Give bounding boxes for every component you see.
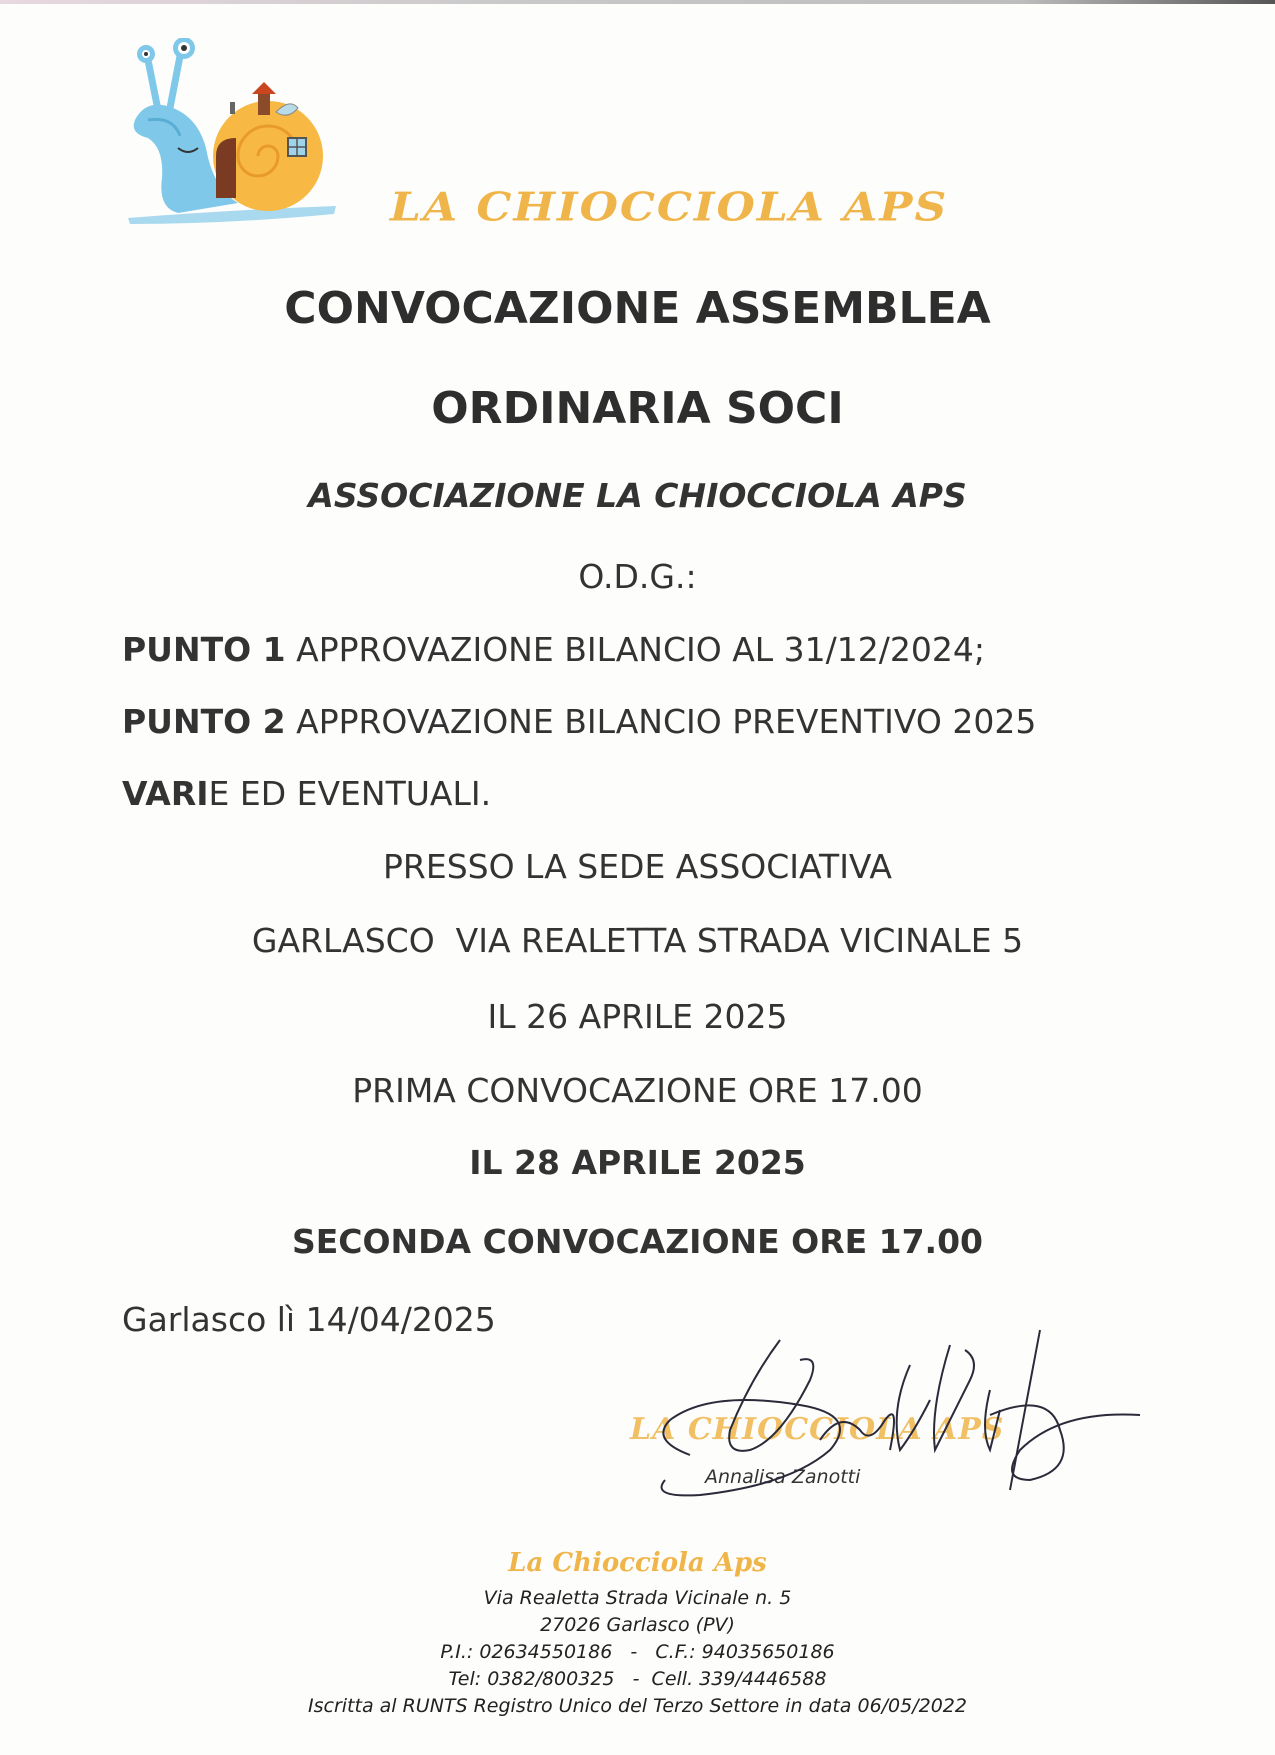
brand-name: LA CHIOCCIOLA APS [390,184,949,231]
footer-city: 27026 Garlasco (PV) [540,1614,735,1636]
agenda-item-label: VARI [122,774,209,813]
snail-house-icon [118,38,348,228]
document-subtitle: ORDINARIA SOCI [431,383,844,434]
signature-block [630,1320,1150,1520]
agenda-item-label: PUNTO 2 [122,702,286,741]
footer-brand: La Chiocciola Aps [508,1548,767,1578]
association-stamp: LA CHIOCCIOLA APS [630,1412,1005,1447]
agenda-item-3 [122,774,491,813]
signatory-name: Annalisa Zanotti [705,1466,861,1488]
agenda-item-text: APPROVAZIONE BILANCIO PREVENTIVO 2025 [285,702,1037,741]
document-title: CONVOCAZIONE ASSEMBLEA [284,283,991,334]
scan-top-edge [0,0,1275,4]
agenda-item-text: APPROVAZIONE BILANCIO AL 31/12/2024; [285,630,985,669]
agenda-label: O.D.G.: [578,557,697,596]
second-date: IL 28 APRILE 2025 [469,1143,806,1182]
agenda-item-text: E ED EVENTUALI. [208,774,492,813]
agenda-item-2 [122,702,1036,741]
footer-phones: Tel: 0382/800325 - Cell. 339/4446588 [448,1668,827,1690]
first-call: PRIMA CONVOCAZIONE ORE 17.00 [352,1071,923,1110]
handwritten-signature [630,1320,1150,1520]
footer-registry: Iscritta al RUNTS Registro Unico del Terzo Settore in data 06/05/2022 [308,1695,967,1717]
second-call: SECONDA CONVOCAZIONE ORE 17.00 [291,1222,984,1261]
place-date: Garlasco lì 14/04/2025 [122,1300,496,1339]
first-date: IL 26 APRILE 2025 [487,997,788,1036]
venue-line-1: PRESSO LA SEDE ASSOCIATIVA [383,847,892,886]
agenda-item-1 [122,630,985,669]
footer-tax-ids: P.I.: 02634550186 - C.F.: 94035650186 [440,1641,835,1663]
agenda-item-label: PUNTO 1 [122,630,286,669]
association-name: ASSOCIAZIONE LA CHIOCCIOLA APS [308,476,967,515]
footer-address: Via Realetta Strada Vicinale n. 5 [483,1587,792,1609]
venue-address: GARLASCO VIA REALETTA STRADA VICINALE 5 [251,921,1024,960]
